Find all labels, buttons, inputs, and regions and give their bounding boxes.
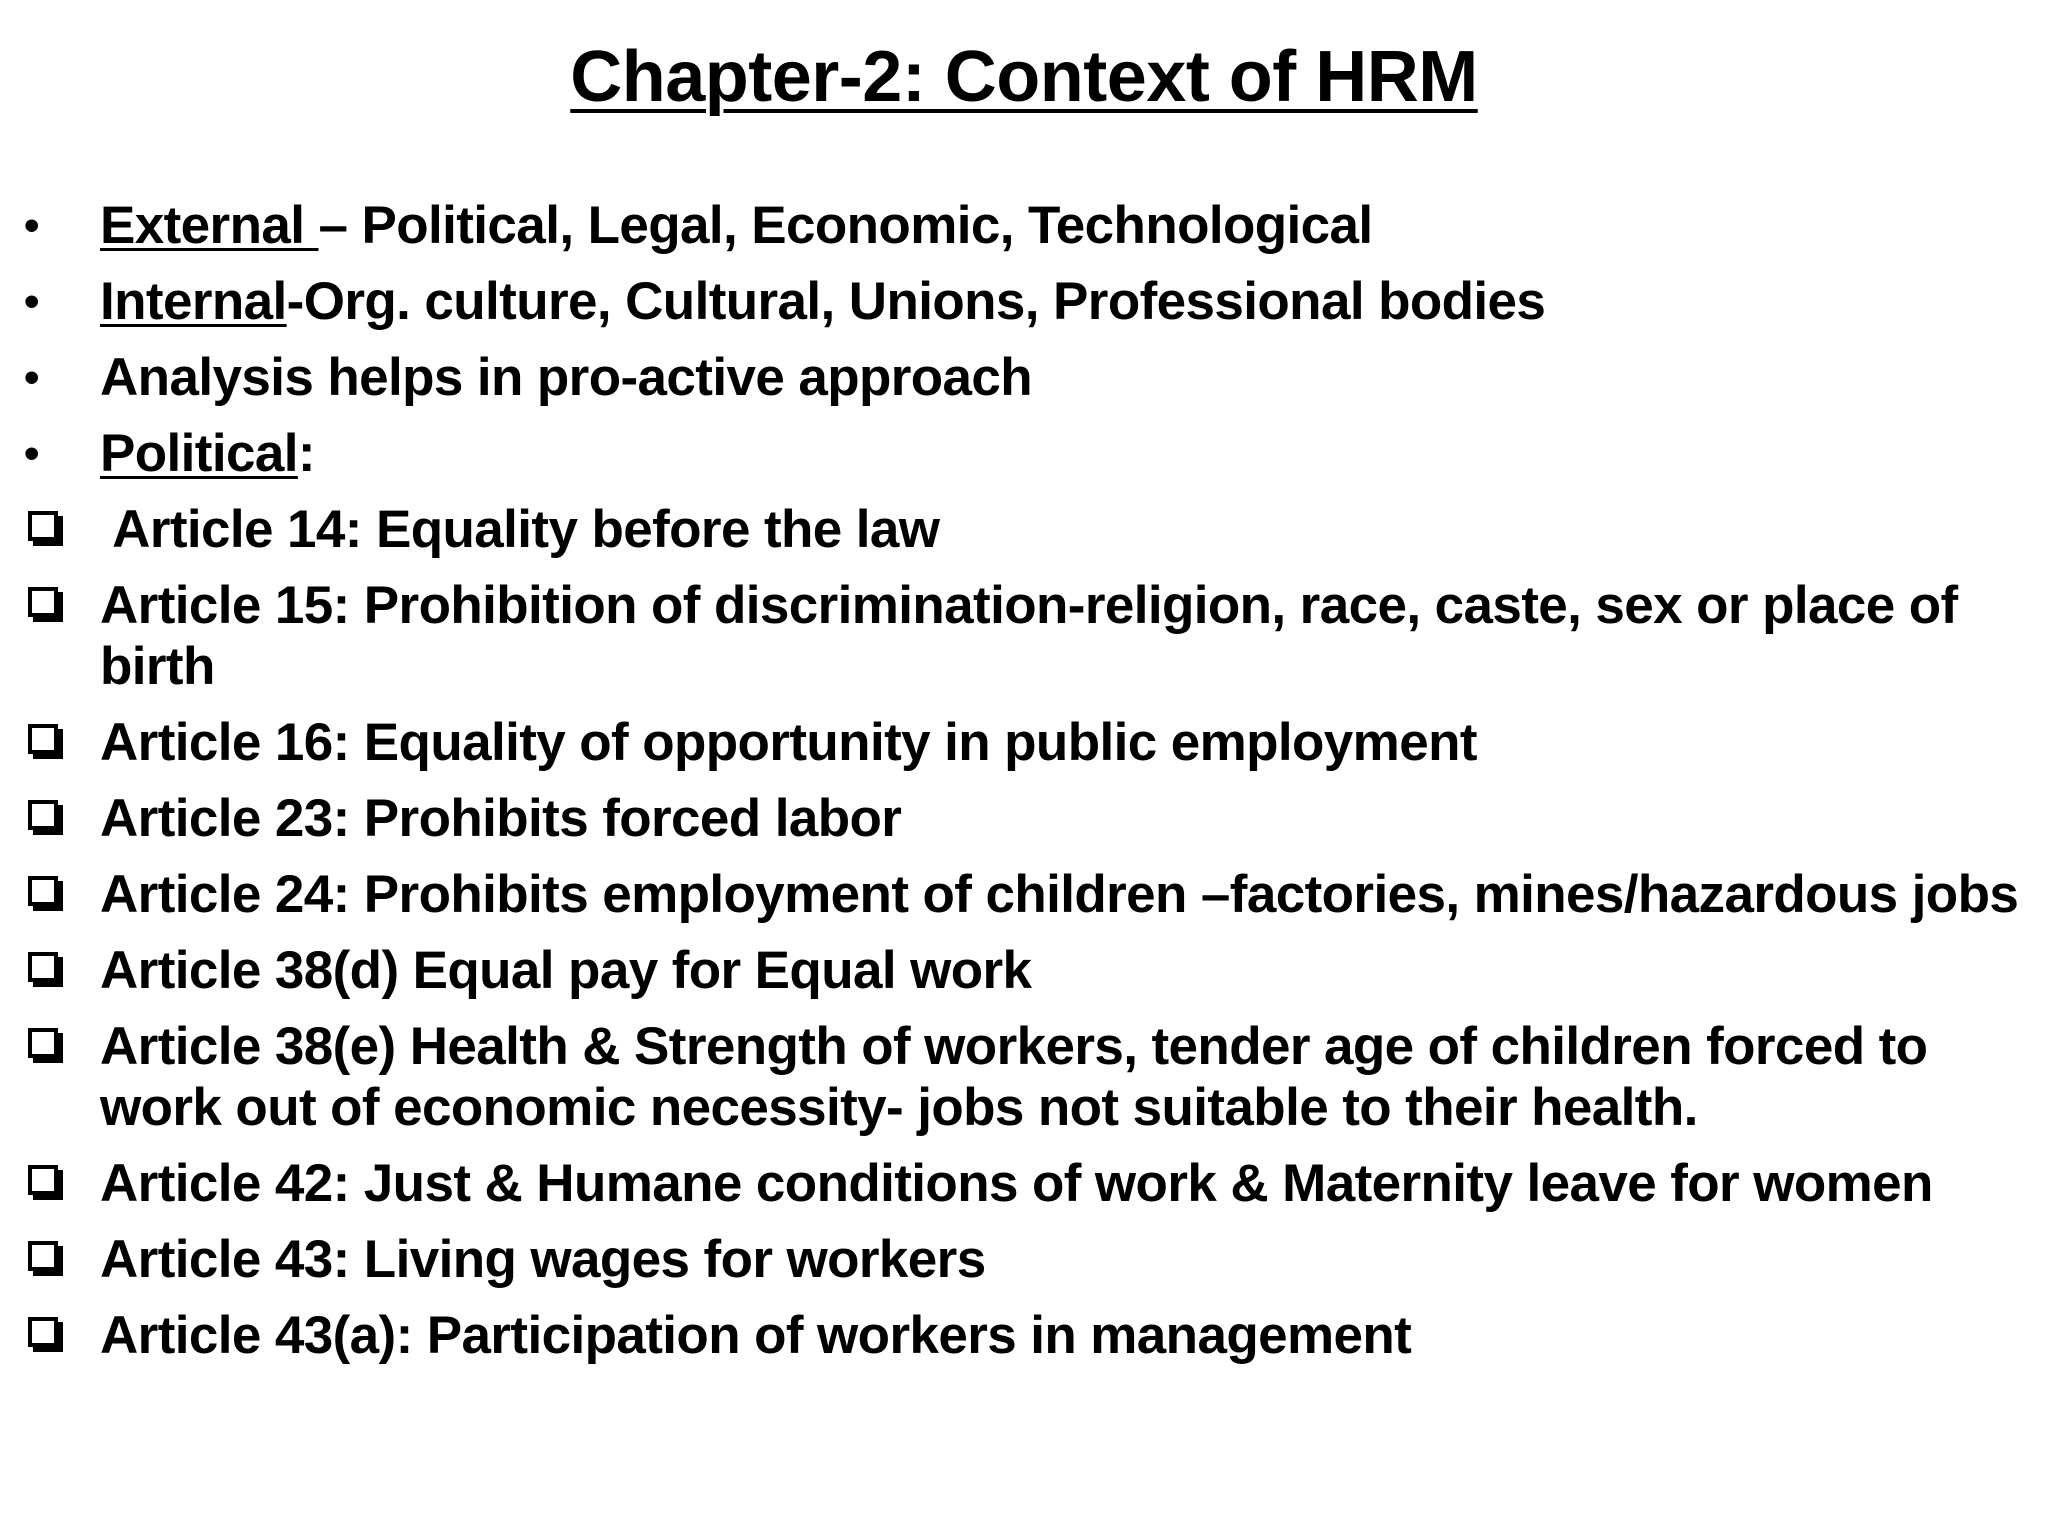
article-text: Article 43(a): Participation of workers in management [100,1306,1412,1365]
checkbox-square-icon [28,800,58,830]
article-item [22,1229,2032,1290]
checkbox-square-icon [28,1317,58,1347]
checkbox-square-icon [28,1241,58,1271]
article-item [22,1016,2032,1138]
article-item [22,940,2032,1001]
bullet-text: Analysis helps in pro-active approach [100,348,1033,407]
bullet-list [22,195,2032,1381]
bullet-heading: Political [100,424,298,483]
article-text: Article 38(d) Equal pay for Equal work [100,941,1032,1000]
checkbox-square-icon [28,952,58,982]
bullet-dot-icon: • [24,277,39,326]
checkbox-square-icon [28,876,58,906]
article-item [22,1305,2032,1366]
article-text: Article 43: Living wages for workers [100,1230,986,1289]
article-item [22,712,2032,773]
bullet-item-external [22,195,2032,256]
checkbox-square-icon [28,1165,58,1195]
bullet-item-analysis [22,347,2032,408]
bullet-item-political [22,423,2032,484]
bullet-dot-icon: • [24,429,39,478]
checkbox-square-icon [28,587,58,617]
bullet-text: – Political, Legal, Economic, Technological [318,196,1373,255]
bullet-dot-icon: • [24,201,39,250]
article-text: Article 14: Equality before the law [100,500,940,559]
bullet-heading: Internal [100,272,287,331]
bullet-heading: External [100,196,319,255]
article-item [22,499,2032,560]
checkbox-square-icon [28,724,58,754]
article-text: Article 38(e) Health & Strength of workers, tender age of children forced to work out of economic necessity- jobs not suitable to their health. [100,1017,1928,1137]
article-text: Article 16: Equality of opportunity in public employment [100,713,1477,772]
bullet-text: -Org. culture, Cultural, Unions, Professional bodies [286,272,1546,331]
article-item [22,1153,2032,1214]
checkbox-square-icon [28,511,58,541]
article-text: Article 15: Prohibition of discrimination-religion, race, caste, sex or place of birth [100,576,1958,696]
bullet-text: : [297,424,315,483]
bullet-dot-icon: • [24,353,39,402]
article-text: Article 23: Prohibits forced labor [100,789,902,848]
article-item [22,864,2032,925]
slide-title: Chapter-2: Context of HRM [570,37,1478,117]
article-text: Article 24: Prohibits employment of children –factories, mines/hazardous jobs [100,865,2019,924]
bullet-item-internal [22,271,2032,332]
article-text: Article 42: Just & Humane conditions of work & Maternity leave for women [100,1154,1933,1213]
article-item [22,575,2032,697]
checkbox-square-icon [28,1028,58,1058]
article-item [22,788,2032,849]
